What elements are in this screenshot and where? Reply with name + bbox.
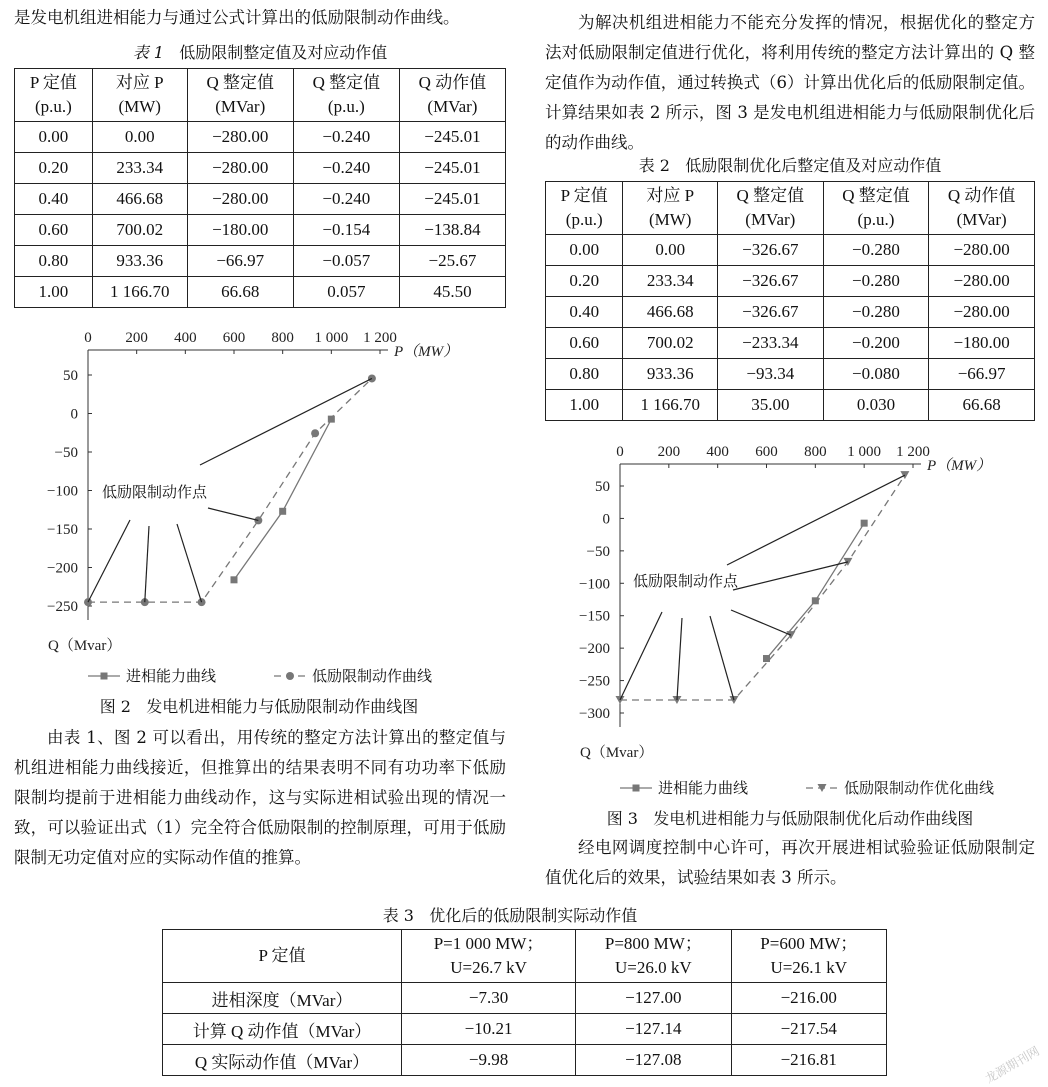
right-paragraph-1: 为解决机组进相能力不能充分发挥的情况，根据优化的整定方法对低励限制定值进行优化，将利用传统的整定方法计算出的 Q 整定值作为动作值，通过转换式（6）计算出优化后的低励限制定值。计算结果如表 2 所示，图 3 是发电机组进相能力与低励限制优化后的动作曲线。 <box>545 13 1035 152</box>
table2-caption-num: 表 2 <box>638 156 670 175</box>
data-point-square <box>763 655 770 662</box>
data-point-circle <box>311 429 319 437</box>
annotation-pointer <box>677 618 682 700</box>
table-row: 0.00 0.00 −326.67 −0.280 −280.00 <box>546 235 1035 266</box>
x-tick-label: 1 000 <box>847 444 882 460</box>
table2-caption <box>545 153 1035 176</box>
annotation-pointer <box>200 378 372 465</box>
table3 <box>162 929 887 1076</box>
t2-h4: Q 动作值 (MVar) <box>929 182 1035 235</box>
annotation-pointer <box>208 508 258 520</box>
x-tick-label: 600 <box>222 330 246 346</box>
table-row: 0.60 700.02 −180.00 −0.154 −138.84 <box>15 215 506 246</box>
t2-h3: Q 整定值 (p.u.) <box>823 182 929 235</box>
table1-caption <box>14 40 506 63</box>
annotation-pointer <box>727 475 905 565</box>
x-tick-label: 800 <box>804 444 827 460</box>
table-row: 0.20 233.34 −326.67 −0.280 −280.00 <box>546 266 1035 297</box>
table1-caption-text: 低励限制整定值及对应动作值 <box>179 43 388 62</box>
legend-label-1: 低励限制动作优化曲线 <box>844 781 995 797</box>
left-intro-line: 是发电机组进相能力与通过公式计算出的低励限制动作曲线。 <box>14 8 460 27</box>
legend-marker-0 <box>101 673 108 680</box>
x-axis-label: P（MW） <box>394 344 459 360</box>
annotation-pointer <box>731 610 791 635</box>
y-tick-label: −100 <box>579 576 610 593</box>
figure2-caption-num: 图 2 <box>99 697 131 716</box>
x-tick-label: 400 <box>174 330 197 346</box>
series-line-0 <box>234 419 331 580</box>
t3-h1: P=1 000 MW； U=26.7 kV <box>402 930 576 983</box>
data-point-square <box>279 508 286 515</box>
y-tick-label: 50 <box>63 368 78 384</box>
table2-caption-text: 低励限制优化后整定值及对应动作值 <box>685 156 942 175</box>
y-tick-label: 0 <box>602 511 610 528</box>
x-tick-label: 600 <box>755 444 778 460</box>
x-tick-label: 1 200 <box>896 444 930 460</box>
t1-h1: 对应 P (MW) <box>92 69 187 122</box>
figure3-caption-num: 图 3 <box>606 809 638 828</box>
annotation-pointer <box>145 526 149 602</box>
x-tick-label: 200 <box>657 444 681 460</box>
legend-label-1: 低励限制动作曲线 <box>312 669 433 685</box>
legend-marker-0 <box>633 785 640 792</box>
y-tick-label: −200 <box>47 560 78 577</box>
t1-h3: Q 整定值 (p.u.) <box>293 69 399 122</box>
annotation-pointer <box>710 616 734 700</box>
table-row: 0.40 466.68 −280.00 −0.240 −245.01 <box>15 184 506 215</box>
table-row: 进相深度（MVar） −7.30 −127.00 −216.00 <box>163 983 887 1014</box>
y-tick-label: −200 <box>579 641 610 658</box>
table-row: 0.80 933.36 −93.34 −0.080 −66.97 <box>546 359 1035 390</box>
y-tick-label: 0 <box>70 406 78 423</box>
x-axis-label: P（MW） <box>927 458 992 474</box>
left-paragraph-2: 由表 1、图 2 可以看出，用传统的整定方法计算出的整定值与机组进相能力曲线接近，但推算出的结果表明不同有功功率下低励限制均提前于进相能力曲线动作，这与实际进相试验出现的情况一致，可以验证出式（1）完全符合低励限制的控制原理，可用于低励限制无功定值对应的实际动作值的推算。 <box>14 728 506 867</box>
table-row: 0.60 700.02 −233.34 −0.200 −180.00 <box>546 328 1035 359</box>
annotation-pointer <box>177 524 202 602</box>
figure3-chart <box>545 438 1045 808</box>
t1-h2: Q 整定值 (MVar) <box>187 69 293 122</box>
figure3-caption <box>545 806 1035 829</box>
figure2-caption <box>14 694 504 717</box>
legend-label-0: 进相能力曲线 <box>126 669 217 685</box>
data-point-triangle <box>900 471 909 479</box>
table-row: 0.80 933.36 −66.97 −0.057 −25.67 <box>15 246 506 277</box>
right-paragraph-2: 经电网调度控制中心许可，再次开展进相试验验证低励限制定值优化后的效果，试验结果如表 3 所示。 <box>545 838 1035 887</box>
y-axis-label: Q（Mvar） <box>48 638 122 654</box>
y-tick-label: −150 <box>47 522 78 538</box>
y-tick-label: −250 <box>579 673 610 690</box>
figure2-caption-text: 发电机进相能力与低励限制动作曲线图 <box>146 697 419 716</box>
x-tick-label: 0 <box>616 444 624 460</box>
t1-h4: Q 动作值 (MVar) <box>399 69 505 122</box>
y-tick-label: 50 <box>595 479 610 495</box>
table-row: 0.40 466.68 −326.67 −0.280 −280.00 <box>546 297 1035 328</box>
data-point-square <box>861 520 868 527</box>
x-tick-label: 1 000 <box>314 330 349 346</box>
annotation-label: 低励限制动作点 <box>633 574 739 590</box>
table-row: 计算 Q 动作值（MVar） −10.21 −127.14 −217.54 <box>163 1014 887 1045</box>
table-row: Q 实际动作值（MVar） −9.98 −127.08 −216.81 <box>163 1045 887 1076</box>
table2 <box>545 181 1035 421</box>
table3-caption-text: 优化后的低励限制实际动作值 <box>429 906 638 925</box>
y-axis-label: Q（Mvar） <box>580 745 654 761</box>
y-tick-label: −250 <box>47 599 78 615</box>
x-tick-label: 800 <box>271 330 294 346</box>
figure2-chart <box>14 325 519 695</box>
annotation-pointer <box>88 520 130 602</box>
data-point-square <box>231 576 238 583</box>
table-row: 1.00 1 166.70 66.68 0.057 45.50 <box>15 277 506 308</box>
table1-caption-num: 表 1 <box>132 43 164 62</box>
t2-h2: Q 整定值 (MVar) <box>717 182 823 235</box>
series-line-0 <box>767 523 865 658</box>
x-tick-label: 200 <box>125 330 148 346</box>
t3-h2: P=800 MW； U=26.0 kV <box>576 930 731 983</box>
x-tick-label: 1 200 <box>363 330 397 346</box>
watermark: 龙源期刊网 <box>982 1043 1042 1086</box>
t2-h1: 对应 P (MW) <box>623 182 718 235</box>
t2-h0: P 定值 (p.u.) <box>546 182 623 235</box>
table1 <box>14 68 506 308</box>
y-tick-label: −300 <box>579 706 610 722</box>
y-tick-label: −150 <box>579 608 610 625</box>
legend-marker-1 <box>286 672 294 680</box>
table3-caption-num: 表 3 <box>382 906 414 925</box>
x-tick-label: 0 <box>84 330 92 346</box>
table3-caption <box>160 903 860 926</box>
x-tick-label: 400 <box>706 444 729 460</box>
data-point-circle <box>368 374 376 382</box>
annotation-pointer <box>620 612 662 700</box>
y-tick-label: −100 <box>47 483 78 500</box>
table-row: 1.00 1 166.70 35.00 0.030 66.68 <box>546 390 1035 421</box>
t3-h0: P 定值 <box>163 930 402 983</box>
table-row: 0.20 233.34 −280.00 −0.240 −245.01 <box>15 153 506 184</box>
table-row: 0.00 0.00 −280.00 −0.240 −245.01 <box>15 122 506 153</box>
t1-h0: P 定值 (p.u.) <box>15 69 93 122</box>
y-tick-label: −50 <box>586 543 610 560</box>
legend-label-0: 进相能力曲线 <box>658 781 749 797</box>
annotation-label: 低励限制动作点 <box>102 485 208 501</box>
t3-h3: P=600 MW； U=26.1 kV <box>731 930 886 983</box>
y-tick-label: −50 <box>54 445 78 461</box>
figure3-caption-text: 发电机进相能力与低励限制优化后动作曲线图 <box>653 809 974 828</box>
